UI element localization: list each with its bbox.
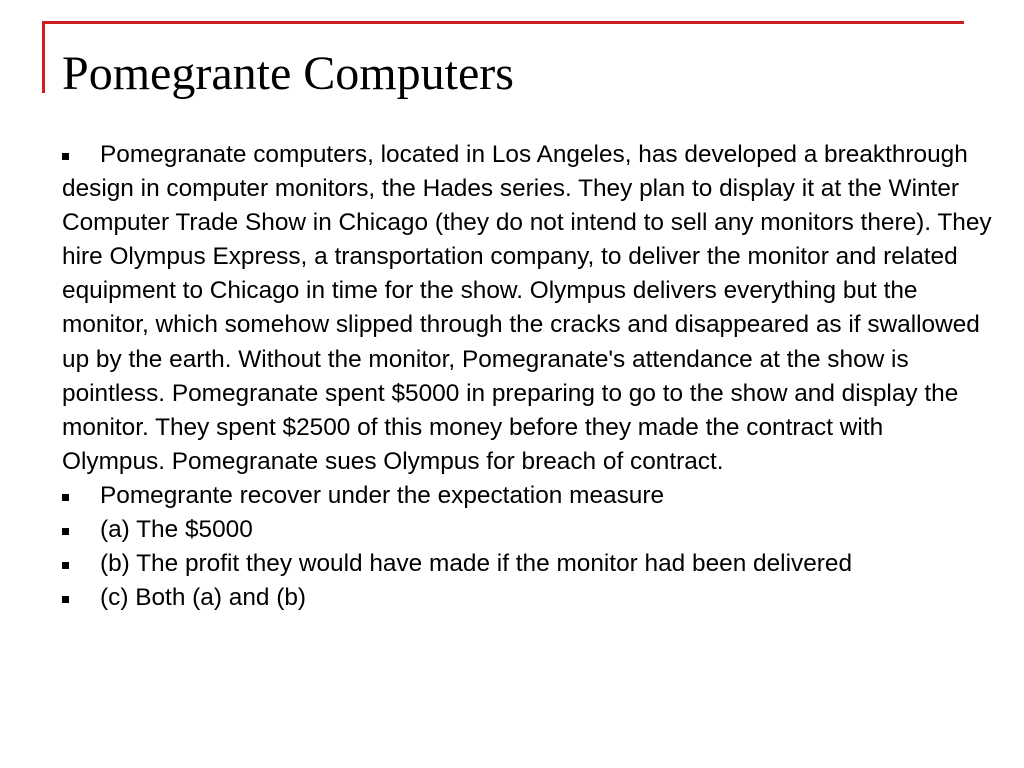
title-accent-line-vertical: [42, 21, 45, 93]
bullet-text-question: Pomegrante recover under the expectation measure: [100, 481, 665, 509]
bullet-text-scenario: Pomegranate computers, located in Los Angeles, has developed a breakthrough design in computer monitors, the Hades series. They plan to display it at the Winter Computer Trade Show in Chicago (they do not intend to sell any monitors there). They hire Olympus Express, a transportation company, to deliver the monitor and related equipment to Chicago in time for the show. Olympus delivers everything but the monitor, which somehow slipped through the cracks and disappeared as if swallowed up by the earth. Without the monitor, Pomegranate's attendance at the show is pointless. Pomegranate spent $5000 in preparing to go to the show and display the monitor. They spent $2500 of this money before they made the contract with Olympus. Pomegranate sues Olympus for breach of contract.: [62, 141, 992, 475]
square-bullet-icon: [62, 528, 69, 535]
bullet-text-option-b: (b) The profit they would have made if the monitor had been delivered: [100, 550, 853, 578]
slide-title: Pomegrante Computers: [62, 47, 514, 100]
title-accent-line-horizontal: [42, 21, 964, 24]
bullet-item-option-a: [62, 513, 992, 547]
bullet-text-option-a: (a) The $5000: [100, 516, 253, 544]
bullet-item-option-c: [62, 581, 992, 615]
bullet-item-question: [62, 479, 992, 513]
bullet-list: [62, 138, 992, 615]
square-bullet-icon: [62, 562, 69, 569]
square-bullet-icon: [62, 494, 69, 501]
square-bullet-icon: [62, 596, 69, 603]
bullet-item-scenario: [62, 138, 992, 479]
square-bullet-icon: [62, 153, 69, 160]
bullet-text-option-c: (c) Both (a) and (b): [100, 584, 307, 612]
bullet-item-option-b: [62, 547, 992, 581]
